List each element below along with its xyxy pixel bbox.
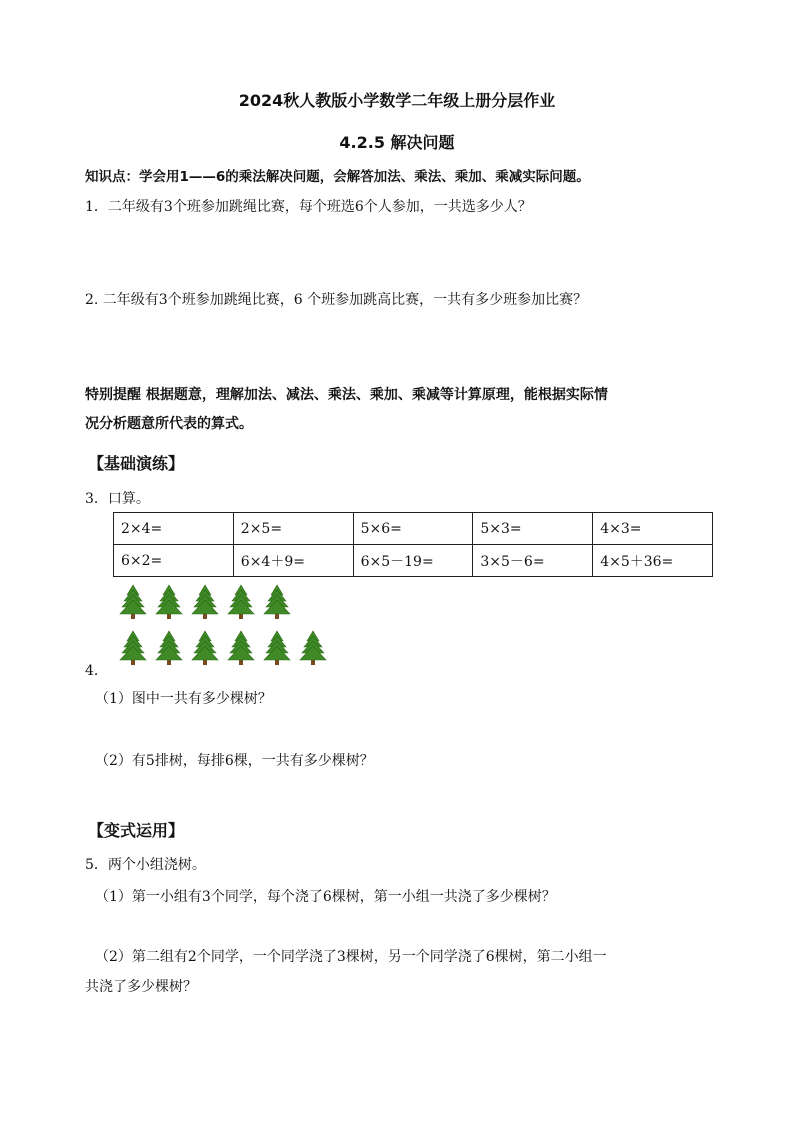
question-4-part-2: （2）有5排树，每排6棵，一共有多少棵树？ xyxy=(95,753,374,769)
question-1: 1．二年级有3个班参加跳绳比赛，每个班选6个人参加，一共选多少人？ xyxy=(85,199,532,215)
pine-tree-icon xyxy=(154,584,184,620)
pine-tree-icon xyxy=(226,584,256,620)
pine-tree-icon xyxy=(154,630,184,666)
tree-row-2 xyxy=(118,630,328,666)
question-5-part-2-line-2: 共浇了多少棵树？ xyxy=(85,979,197,995)
tip-line-2: 况分析题意所代表的算式。 xyxy=(85,416,253,432)
pine-tree-icon xyxy=(190,584,220,620)
question-3: 3．口算。 xyxy=(85,491,150,507)
table-cell: 6×4＋9= xyxy=(233,545,353,577)
tree-row-1 xyxy=(118,584,292,620)
table-cell: 4×5＋36= xyxy=(593,545,713,577)
section-basic-practice: 【基础演练】 xyxy=(88,454,185,473)
mental-math-table xyxy=(113,512,713,577)
pine-tree-icon xyxy=(190,630,220,666)
knowledge-point: 知识点：学会用1——6的乘法解决问题，会解答加法、乘法、乘加、乘减实际问题。 xyxy=(85,169,590,185)
question-4-number: 4． xyxy=(85,663,108,679)
question-4-part-1: （1）图中一共有多少棵树？ xyxy=(95,691,272,707)
pine-tree-icon xyxy=(262,584,292,620)
question-5-part-2-line-1: （2）第二组有2个同学，一个同学浇了3棵树，另一个同学浇了6棵树，第二小组一 xyxy=(95,949,607,965)
pine-tree-icon xyxy=(262,630,292,666)
pine-tree-icon xyxy=(118,584,148,620)
table-cell: 5×3= xyxy=(473,513,593,545)
table-row xyxy=(114,545,713,577)
pine-tree-icon xyxy=(118,630,148,666)
section-variant-application: 【变式运用】 xyxy=(88,821,185,840)
table-cell: 5×6= xyxy=(353,513,473,545)
question-5: 5．两个小组浇树。 xyxy=(85,857,206,873)
table-cell: 3×5－6= xyxy=(473,545,593,577)
table-cell: 6×5－19= xyxy=(353,545,473,577)
table-row xyxy=(114,513,713,545)
table-cell: 2×5= xyxy=(233,513,353,545)
question-2: 2. 二年级有3个班参加跳绳比赛，6 个班参加跳高比赛，一共有多少班参加比赛？ xyxy=(85,292,588,308)
table-cell: 6×2= xyxy=(114,545,234,577)
question-5-part-1: （1）第一小组有3个同学，每个浇了6棵树，第一小组一共浇了多少棵树？ xyxy=(95,889,556,905)
tip-line-1: 特别提醒 根据题意，理解加法、减法、乘法、乘加、乘减等计算原理，能根据实际情 xyxy=(85,387,608,403)
pine-tree-icon xyxy=(298,630,328,666)
worksheet-title: 2024秋人教版小学数学二年级上册分层作业 xyxy=(238,91,556,110)
lesson-subtitle: 4.2.5 解决问题 xyxy=(339,133,455,152)
pine-tree-icon xyxy=(226,630,256,666)
table-cell: 2×4= xyxy=(114,513,234,545)
table-cell: 4×3= xyxy=(593,513,713,545)
